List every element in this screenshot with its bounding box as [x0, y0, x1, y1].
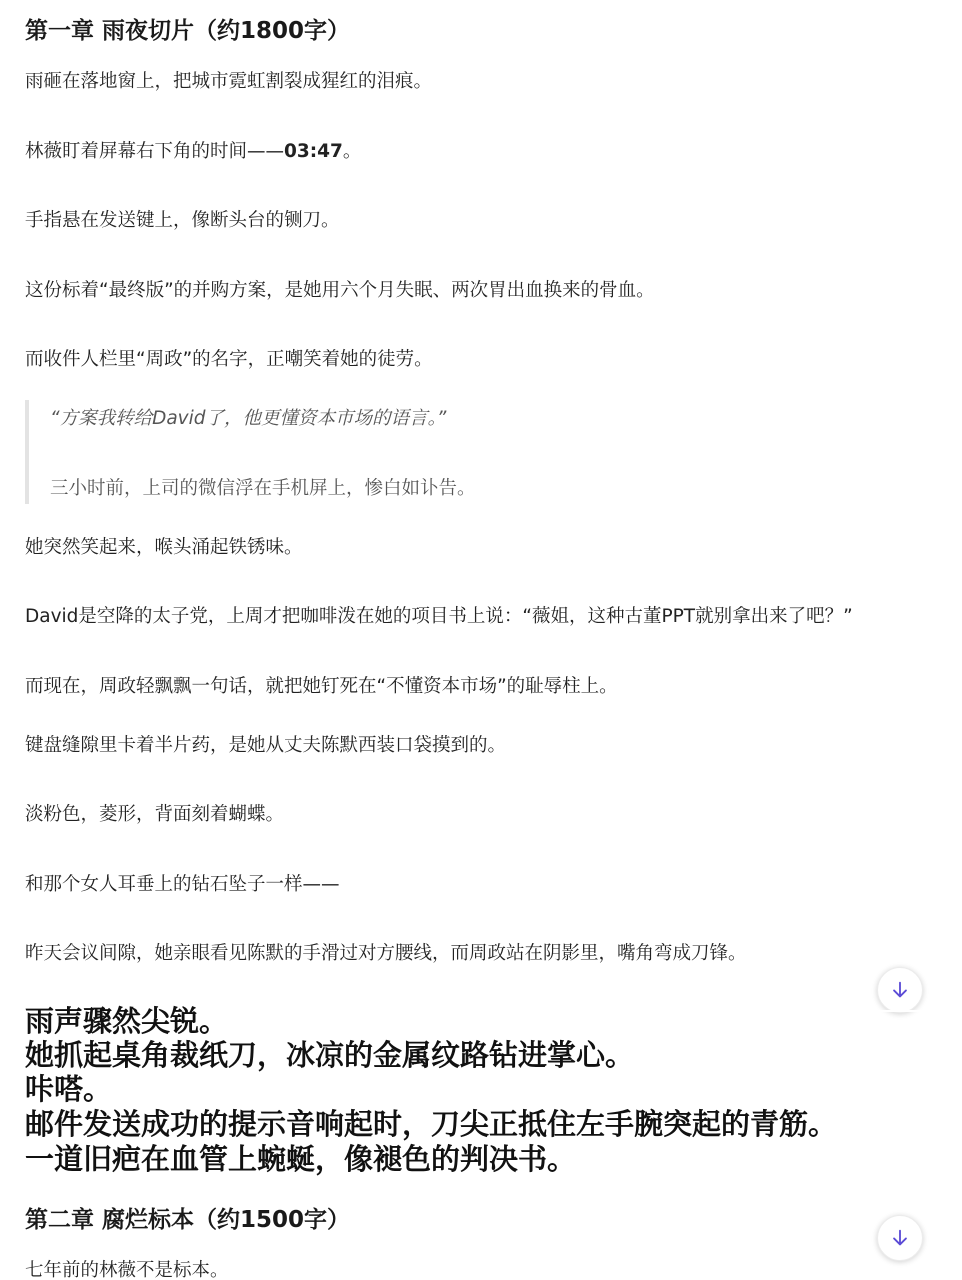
blockquote-line: “方案我转给David了，他更懂资本市场的语言。”	[50, 408, 447, 429]
emphasis-line: 她抓起桌角裁纸刀，冰凉的金属纹路钻进掌心。	[25, 1038, 635, 1072]
paragraph-text: 林薇盯着屏幕右下角的时间——	[25, 141, 285, 162]
paragraph: 七年前的林薇不是标本。	[25, 1260, 229, 1280]
blockquote-bar	[25, 400, 29, 504]
paragraph: 雨砸在落地窗上，把城市霓虹割裂成猩红的泪痕。	[25, 71, 433, 92]
paragraph: 和那个女人耳垂上的钻石坠子一样——	[25, 874, 340, 895]
time-text: 03:47	[284, 141, 343, 162]
paragraph: 昨天会议间隙，她亲眼看见陈默的手滑过对方腰线，而周政站在阴影里，嘴角弯成刀锋。	[25, 943, 747, 964]
paragraph: 键盘缝隙里卡着半片药，是她从丈夫陈默西装口袋摸到的。	[25, 735, 507, 756]
emphasis-line: 咔嗒。	[25, 1072, 113, 1106]
emphasis-line: 邮件发送成功的提示音响起时，刀尖正抵住左手腕突起的青筋。	[25, 1107, 838, 1141]
arrow-down-icon	[889, 979, 911, 1001]
chapter-2-title: 第二章 腐烂标本（约1500字）	[25, 1207, 351, 1233]
paragraph-text: 。	[342, 141, 362, 162]
paragraph: 她突然笑起来，喉头涌起铁锈味。	[25, 537, 303, 558]
chapter-1-title: 第一章 雨夜切片（约1800字）	[25, 18, 351, 44]
paragraph: 手指悬在发送键上，像断头台的铡刀。	[25, 210, 340, 231]
scroll-down-button[interactable]	[877, 967, 923, 1013]
emphasis-line: 一道旧疤在血管上蜿蜒，像褪色的判决书。	[25, 1142, 577, 1176]
paragraph: 而收件人栏里“周政”的名字，正嘲笑着她的徒劳。	[25, 349, 433, 370]
arrow-down-icon	[889, 1227, 911, 1249]
emphasis-line: 雨声骤然尖锐。	[25, 1004, 229, 1038]
paragraph-with-time	[25, 139, 361, 165]
paragraph: 淡粉色，菱形，背面刻着蝴蝶。	[25, 804, 285, 825]
scroll-down-button[interactable]	[877, 1215, 923, 1261]
paragraph: David是空降的太子党，上周才把咖啡泼在她的项目书上说：“薇姐，这种古董PPT就别拿出来了吧？”	[25, 606, 853, 627]
paragraph: 这份标着“最终版”的并购方案，是她用六个月失眠、两次胃出血换来的骨血。	[25, 280, 655, 301]
paragraph: 而现在，周政轻飘飘一句话，就把她钉死在“不懂资本市场”的耻辱柱上。	[25, 676, 618, 697]
blockquote-line: 三小时前，上司的微信浮在手机屏上，惨白如讣告。	[50, 478, 476, 499]
